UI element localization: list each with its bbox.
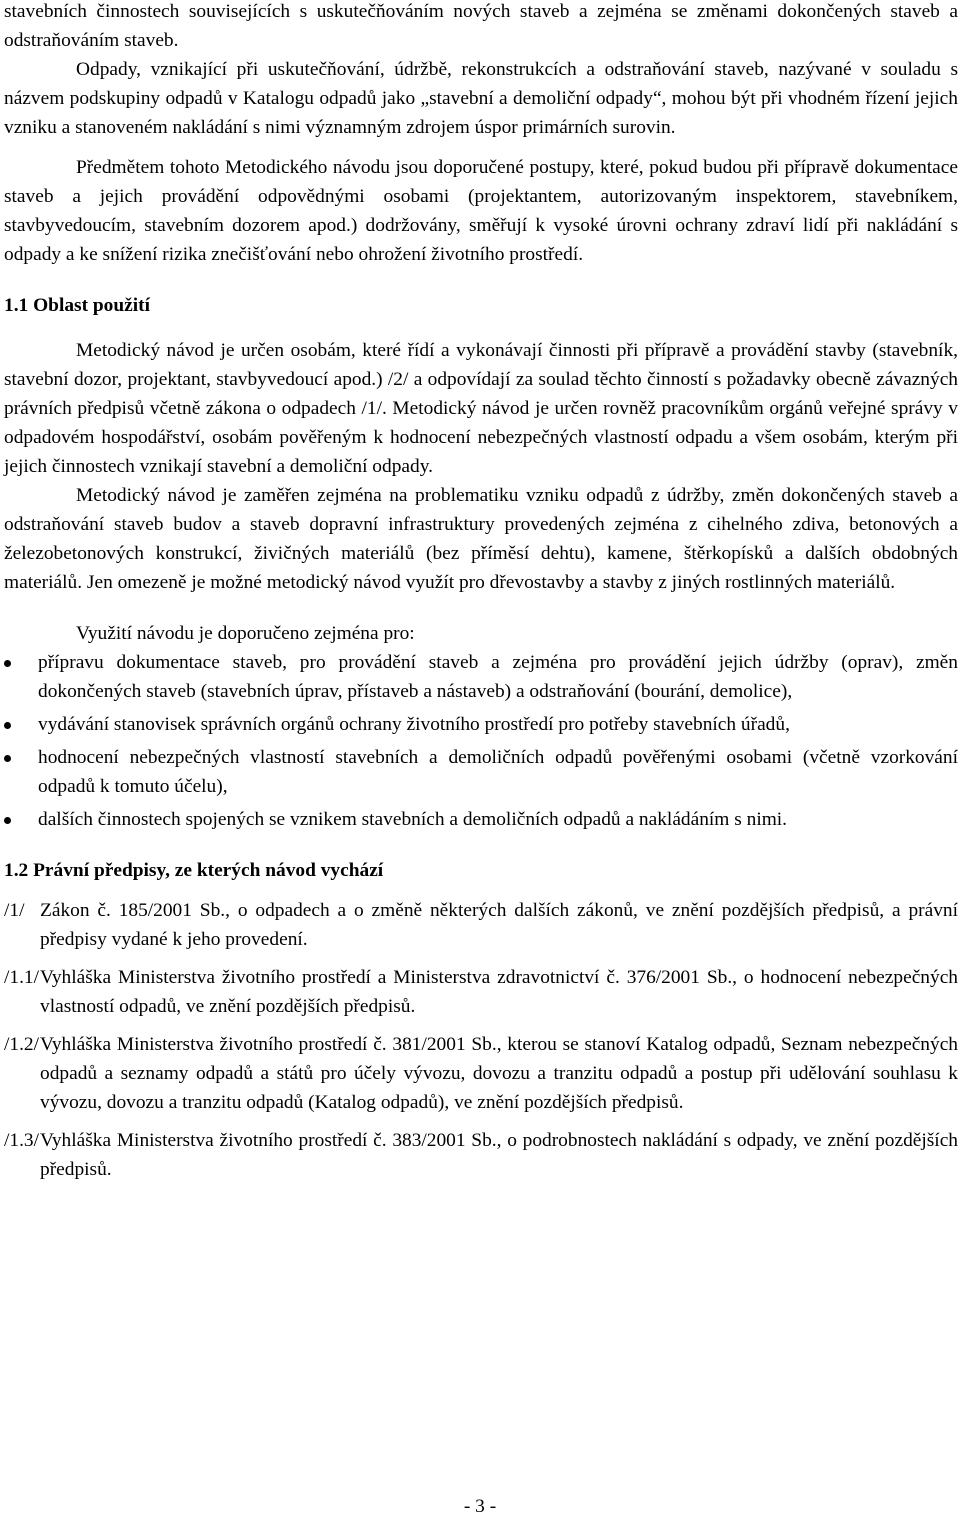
reference-text: Vyhláška Ministerstva životního prostředí č. 381/2001 Sb., kterou se stanoví Katalog odpadů, Seznam nebezpečných odpadů a seznamy odpadů a států pro účely vývozu, dovozu a tranzitu odpadů a postup při udělování souhlasu k vývozu, dovozu a tranzitu odpadů (Katalog odpadů), ve znění pozdějších předpisů. <box>40 1034 958 1113</box>
list-item <box>4 805 958 834</box>
paragraph-subject: Předmětem tohoto Metodického návodu jsou doporučené postupy, které, pokud budou při přípravě dokumentace staveb a jejich provádění odpovědnými osobami (projektantem, autorizovaným inspektorem, stavebníkem, stavbyvedoucím, stavebním dozorem apod.) dodržovány, směřují k vysoké úrovni ochrany zdraví lidí při nakládání s odpady a ke snížení rizika znečišťování nebo ohrožení životního prostředí. <box>4 157 958 265</box>
paragraph-waste-intro: Odpady, vznikající při uskutečňování, údržbě, rekonstrukcích a odstraňování staveb, nazývané v souladu s názvem podskupiny odpadů v Katalogu odpadů jako „stavební a demoliční odpady“, mohou být při vhodném řízení jejich vzniku a stanoveném nakládání s nimi významným zdrojem úspor primárních surovin. <box>4 59 958 138</box>
list-item-text: vydávání stanovisek správních orgánů ochrany životního prostředí pro potřeby stavebních úřadů, <box>38 714 790 735</box>
bullet-icon <box>4 660 11 667</box>
list-item <box>4 648 958 706</box>
page-number: - 3 - <box>463 1496 497 1517</box>
bullet-icon <box>4 755 11 762</box>
reference-number: /1/ <box>4 900 25 921</box>
paragraph-usage-intro: Využití návodu je doporučeno zejména pro: <box>76 623 415 644</box>
paragraph-continuation: stavebních činnostech souvisejících s uskutečňováním nových staveb a zejména se změnami dokončených staveb a odstraňováním staveb. <box>4 1 958 51</box>
list-item <box>4 743 958 801</box>
reference-text: Vyhláška Ministerstva životního prostředí a Ministerstva zdravotnictví č. 376/2001 Sb., o hodnocení nebezpečných vlastností odpadů, ve znění pozdějších předpisů. <box>40 967 958 1017</box>
bullet-icon <box>4 817 11 824</box>
reference-number: /1.2/ <box>4 1034 40 1055</box>
list-item <box>4 710 958 739</box>
section-heading-legal: 1.2 Právní předpisy, ze kterých návod vychází <box>4 860 384 881</box>
usage-bullet-list <box>4 648 958 834</box>
reference-number: /1.1/ <box>4 967 40 988</box>
bullet-icon <box>4 722 11 729</box>
reference-text: Zákon č. 185/2001 Sb., o odpadech a o změně některých dalších zákonů, ve znění pozdějších předpisů, a právní předpisy vydané k jeho provedení. <box>40 900 958 950</box>
legal-reference <box>4 1030 958 1117</box>
paragraph-scope-focus: Metodický návod je zaměřen zejména na problematiku vzniku odpadů z údržby, změn dokončených staveb a odstraňování staveb budov a staveb dopravní infrastruktury provedených zejména z cihelného zdiva, betonových a železobetonových konstrukcí, živičných materiálů (bez příměsí dehtu), kamene, štěrkopísků a dalších obdobných materiálů. Jen omezeně je možné metodický návod využít pro dřevostavby a stavby z jiných rostlinných materiálů. <box>4 485 958 593</box>
paragraph-scope-audience: Metodický návod je určen osobám, které řídí a vykonávají činnosti při přípravě a provádění stavby (stavebník, stavební dozor, projektant, stavbyvedoucí apod.) /2/ a odpovídají za soulad těchto činností s požadavky obecně závazných právních předpisů včetně zákona o odpadech /1/. Metodický návod je určen rovněž pracovníkům orgánů veřejné správy v odpadovém hospodářství, osobám pověřeným k hodnocení nebezpečných vlastností odpadu a všem osobám, kterým při jejich činnostech vznikají stavební a demoliční odpady. <box>4 340 958 477</box>
reference-text: Vyhláška Ministerstva životního prostředí č. 383/2001 Sb., o podrobnostech nakládání s odpady, ve znění pozdějších předpisů. <box>40 1130 958 1180</box>
reference-number: /1.3/ <box>4 1130 40 1151</box>
list-item-text: hodnocení nebezpečných vlastností stavebních a demoličních odpadů pověřenými osobami (včetně vzorkování odpadů k tomuto účelu), <box>38 747 958 797</box>
legal-reference <box>4 963 958 1021</box>
section-heading-scope: 1.1 Oblast použití <box>4 295 150 316</box>
list-item-text: dalších činnostech spojených se vznikem stavebních a demoličních odpadů a nakládáním s nimi. <box>38 809 788 830</box>
document-page <box>4 0 958 1184</box>
legal-reference <box>4 1126 958 1184</box>
legal-reference <box>4 896 958 954</box>
list-item-text: přípravu dokumentace staveb, pro provádění staveb a zejména pro provádění jejich údržby (oprav), změn dokončených staveb (stavebních úprav, přístaveb a nástaveb) a odstraňování (bourání, demolice), <box>38 652 958 702</box>
